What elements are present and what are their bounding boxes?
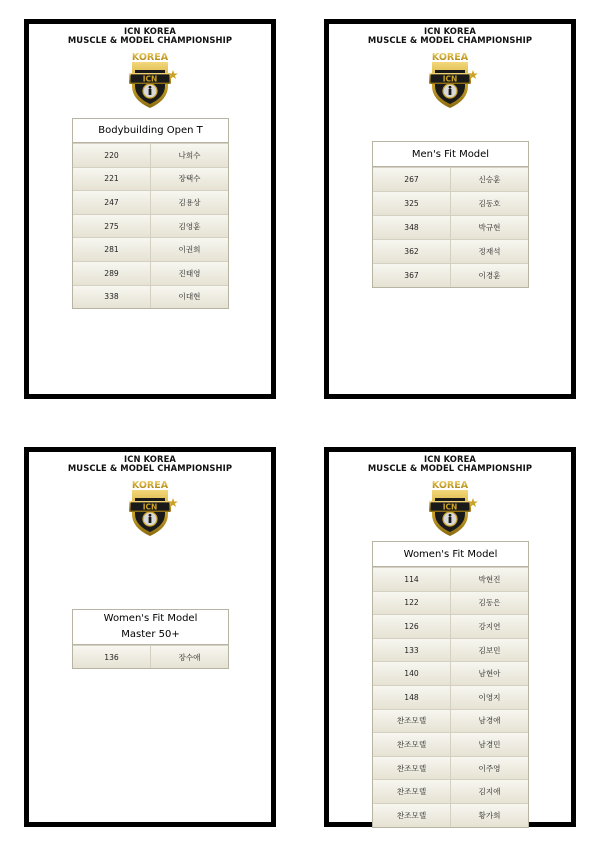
entry-number: 찬조모델	[396, 810, 427, 820]
entry-number: 114	[404, 574, 419, 584]
entry-name: 강지연	[450, 615, 528, 638]
entry-number: 247	[104, 197, 119, 207]
category-title: Women's Fit Model	[373, 542, 528, 567]
entry-number: 148	[404, 692, 419, 702]
icn-korea-logo	[418, 48, 482, 112]
card-mens-fit-model	[324, 19, 576, 399]
entry-name: 김동호	[450, 192, 528, 215]
logo-brand-text: ICN	[142, 502, 158, 512]
card-bodybuilding-open-t	[24, 19, 276, 399]
table-row	[373, 732, 528, 756]
entry-name: 김보민	[450, 639, 528, 662]
entry-number: 338	[104, 292, 119, 302]
table-row	[373, 567, 528, 591]
event-title-line1: ICN KOREA	[424, 454, 476, 464]
event-title-line2: MUSCLE & MODEL CHAMPIONSHIP	[367, 35, 533, 45]
table-row	[73, 190, 228, 214]
category-title: Bodybuilding Open T	[73, 119, 228, 143]
entry-name: 이주영	[450, 757, 528, 780]
entry-name: 나희수	[150, 144, 228, 167]
category-subtitle: Master 50+	[121, 629, 180, 640]
event-header	[329, 27, 571, 45]
entry-number: 136	[104, 652, 119, 662]
table-row	[73, 261, 228, 285]
category-title-main: Women's Fit Model	[103, 613, 198, 624]
event-header	[329, 455, 571, 473]
entry-number: 348	[404, 223, 419, 232]
entry-number: 281	[104, 245, 119, 255]
card-womens-fit-model-master	[24, 447, 276, 827]
category-title: Men's Fit Model	[373, 142, 528, 167]
table-row	[373, 709, 528, 733]
entry-number: 찬조모델	[396, 763, 427, 773]
icn-korea-logo	[118, 48, 182, 112]
table-row	[373, 685, 528, 709]
entry-number: 찬조모델	[396, 739, 427, 749]
logo-korea-word: KOREA	[131, 52, 169, 63]
category-title	[73, 610, 228, 645]
entry-number: 찬조모델	[396, 787, 427, 797]
entry-name: 박현진	[450, 568, 528, 591]
table-row	[373, 591, 528, 615]
icn-korea-logo	[418, 476, 482, 540]
entry-name: 신승훈	[450, 168, 528, 191]
results-table	[372, 541, 529, 828]
event-header	[29, 27, 271, 45]
entry-name: 이대현	[150, 286, 228, 309]
table-row	[373, 215, 528, 239]
entry-name: 김지애	[450, 780, 528, 803]
table-row	[373, 638, 528, 662]
entry-number: 126	[404, 621, 419, 631]
table-row	[73, 214, 228, 238]
table-row	[373, 661, 528, 685]
logo-brand-text: ICN	[142, 74, 158, 84]
entry-name: 이경훈	[450, 264, 528, 287]
event-title-line2: MUSCLE & MODEL CHAMPIONSHIP	[67, 463, 233, 473]
entry-number: 275	[104, 221, 119, 231]
event-title-line1: ICN KOREA	[124, 26, 176, 36]
entry-number: 221	[104, 174, 119, 184]
entry-name: 장수애	[150, 646, 228, 668]
event-title-line1: ICN KOREA	[424, 26, 476, 36]
entry-number: 325	[404, 199, 419, 208]
event-title-line2: MUSCLE & MODEL CHAMPIONSHIP	[367, 463, 533, 473]
entry-name: 이권희	[150, 238, 228, 261]
table-row	[373, 191, 528, 215]
entry-name: 김용상	[150, 191, 228, 214]
card-womens-fit-model	[324, 447, 576, 827]
entry-number: 362	[404, 247, 419, 256]
entry-name: 이영지	[450, 686, 528, 709]
entry-name: 정재석	[450, 240, 528, 263]
entry-name: 남경애	[450, 710, 528, 733]
table-row	[373, 803, 528, 827]
table-row	[73, 645, 228, 668]
event-header	[29, 455, 271, 473]
table-row	[73, 237, 228, 261]
entry-number: 140	[404, 669, 419, 679]
entry-name: 남경민	[450, 733, 528, 756]
table-row	[373, 167, 528, 191]
results-table	[72, 118, 229, 309]
logo-korea-word: KOREA	[131, 480, 169, 491]
table-row	[73, 143, 228, 167]
table-row	[73, 167, 228, 191]
event-title-line2: MUSCLE & MODEL CHAMPIONSHIP	[67, 35, 233, 45]
entry-number: 220	[104, 150, 119, 160]
results-table	[72, 609, 229, 669]
icn-korea-logo	[118, 476, 182, 540]
entry-name: 진태영	[150, 262, 228, 285]
entry-number: 133	[404, 645, 419, 655]
entry-name: 황가희	[450, 804, 528, 827]
entry-number: 367	[404, 271, 419, 280]
logo-korea-word: KOREA	[431, 52, 469, 63]
entry-name: 김영훈	[150, 215, 228, 238]
table-row	[73, 285, 228, 309]
entry-name: 장택수	[150, 168, 228, 191]
table-row	[373, 263, 528, 287]
entry-name: 박규현	[450, 216, 528, 239]
event-title-line1: ICN KOREA	[124, 454, 176, 464]
entry-number: 122	[404, 598, 419, 608]
table-row	[373, 756, 528, 780]
results-table	[372, 141, 529, 288]
logo-brand-text: ICN	[442, 502, 458, 512]
entry-name: 남현아	[450, 662, 528, 685]
table-row	[373, 614, 528, 638]
entry-name: 김동은	[450, 592, 528, 615]
entry-number: 267	[404, 175, 419, 184]
table-row	[373, 779, 528, 803]
table-row	[373, 239, 528, 263]
logo-korea-word: KOREA	[431, 480, 469, 491]
logo-brand-text: ICN	[442, 74, 458, 84]
entry-number: 289	[104, 268, 119, 278]
entry-number: 찬조모델	[396, 716, 427, 726]
